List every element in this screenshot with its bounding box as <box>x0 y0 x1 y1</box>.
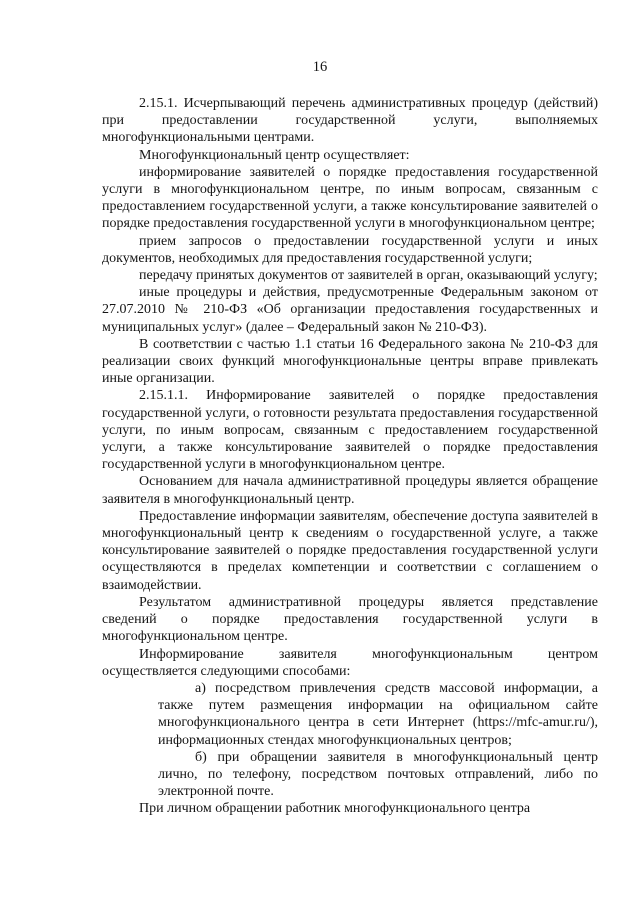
federal-law-reference: В соответствии с частью 1.1 статьи 16 Федерального закона № 210-ФЗ для реализации своих функций многофункциональные центры вправе привлекать иные организации. <box>102 336 598 387</box>
mfc-function-other: иные процедуры и действия, предусмотренные Федеральным законом от 27.07.2010 № 210-ФЗ «Об организации предоставления государственных и муниципальных услуг» (далее – Федеральный закон № 210-ФЗ). <box>102 285 598 335</box>
page-number: 16 <box>312 59 328 75</box>
informing-methods-intro: Информирование заявителя многофункциональным центром осуществляется следующими способами: <box>102 646 598 679</box>
mfc-function-informing: информирование заявителей о порядке предоставления государственной услуги в многофункциональном центре, по иным вопросам, связанным с предоставлением государственной услуги, а также консультирование заявителей о порядке предоставления государственной услуги в многофункциональном центре; <box>102 164 598 232</box>
mfc-functions-intro: Многофункциональный центр осуществляет: <box>139 147 410 163</box>
procedure-result: Результатом административной процедуры является представление сведений о порядке предоставления государственной услуги в многофункциональном центре. <box>102 594 598 645</box>
informing-method-a: а) посредством привлечения средств массовой информации, а также путем размещения информации на официальном сайте многофункционального центра в сети Интернет (https://mfc-amur.ru/), информационных стендах многофункциональных центров; <box>158 680 598 748</box>
information-provision: Предоставление информации заявителям, обеспечение доступа заявителей в многофункциональный центр к сведениям о государственной услуге, а также консультирование заявителей о порядке предоставления государственной услуги осуществляются в пределах компетенции и соответствии с соглашением о взаимодействии. <box>102 508 598 593</box>
document-body <box>102 95 598 818</box>
procedure-basis: Основанием для начала административной процедуры является обращение заявителя в многофункциональный центр. <box>102 474 598 507</box>
mfc-function-transfer: передачу принятых документов от заявителей в орган, оказывающий услугу; <box>139 268 598 284</box>
mfc-function-receiving: прием запросов о предоставлении государственной услуги и иных документов, необходимых для предоставления государственной услуги; <box>102 233 598 266</box>
closing-paragraph: При личном обращении работник многофункционального центра <box>139 801 531 817</box>
section-2-15-1-heading: 2.15.1. Исчерпывающий перечень административных процедур (действий) при предоставлении государственной услуги, выполняемых многофункциональными центрами. <box>102 96 598 146</box>
section-2-15-1-1-heading: 2.15.1.1. Информирование заявителей о порядке предоставления государственной услуги, о готовности результата предоставления государственной услуги, по иным вопросам, связанным с предоставлением государственной услуги, а также консультирование заявителей о порядке предоставления государственной услуги в многофункциональном центре. <box>102 388 598 473</box>
informing-method-b: б) при обращении заявителя в многофункциональный центр лично, по телефону, посредством почтовых отправлений, либо по электронной почте. <box>158 749 598 800</box>
